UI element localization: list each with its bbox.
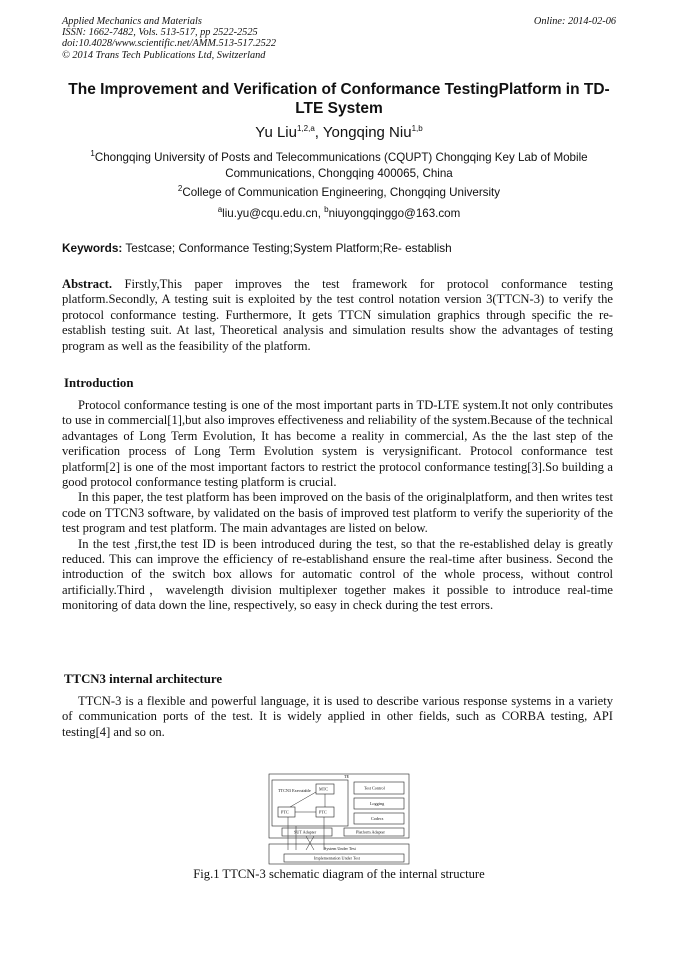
test-control-label: Test Control: [364, 785, 385, 791]
email-line: [62, 206, 616, 222]
abstract: [62, 277, 613, 354]
ptc-label: PTC: [319, 809, 327, 815]
introduction-body: [62, 398, 613, 614]
affiliation-text: Chongqing University of Posts and Telecommunications (CQUPT) Chongqing Key Lab of Mobile Communications, Chongqing 400065, China: [94, 151, 588, 180]
affiliation-mark: 1: [90, 149, 95, 159]
platform-adapter-label: Platform Adapter: [356, 829, 385, 835]
journal-header: [62, 16, 616, 61]
implementation-under-test-label: Implementation Under Test: [314, 855, 360, 861]
author-name: Yongqing Niu: [322, 124, 412, 141]
ptc-label: PTC: [281, 809, 289, 815]
paragraph: In this paper, the test platform has been improved on the basis of the originalplatform, and then writes test code on TTCN3 software, by validated on the basis of improved test platform to verify the superiority of the test program and test platform. The main advantages are listed on below.: [62, 490, 613, 536]
te-box: [269, 774, 409, 838]
affiliation-1: [62, 150, 616, 182]
section-heading-ttcn3: TTCN3 internal architecture: [64, 672, 223, 686]
section-heading-introduction: Introduction: [64, 376, 134, 390]
author-affiliation-mark: 1,b: [411, 124, 423, 133]
online-date: Online: 2014-02-06: [533, 16, 616, 27]
journal-name: Applied Mechanics and Materials: [62, 16, 202, 27]
issn-line: ISSN: 1662-7482, Vols. 513-517, pp 2522-2525: [62, 27, 258, 39]
sut-adapter-label: SUT Adapter: [294, 829, 317, 835]
author-name: Yu Liu: [255, 124, 297, 141]
affiliation-text: College of Communication Engineering, Chongqing University: [182, 186, 501, 199]
email-mark: b: [324, 205, 329, 215]
author-affiliation-mark: 1,2,a: [297, 124, 315, 133]
paragraph: Protocol conformance testing is one of the most important parts in TD-LTE system.It not only contributes to use in commercial[1],but also improves effectiveness and reliability of the system.Because of the technical advantages of Long Term Evolution, It has become a reality in commercial, As the the last step of the verification process of Long Term Evolution system is verysignificant. Protocol conformance test platform[2] is one of the most important factors to restrict the protocol conformance testing[3].So building a good protocol conformance testing platform is crucial.: [62, 398, 613, 490]
abstract-text: Firstly,This paper improves the test framework for protocol conformance testing platform.Secondly, A testing suit is exploited by the test control notation version 3(TTCN-3) to verify the protocol conformance testing. Furthermore, It gets TTCN simulation graphics through specific the re-establish testing suit. At last, Theoretical analysis and simulation results show the advantages of testing program as well as the feasibility of the platform.: [62, 277, 613, 353]
ttcn3-executable-label: TTCN3 Executable: [278, 788, 311, 793]
te-label: TE: [344, 774, 350, 779]
copyright-line: © 2014 Trans Tech Publications Ltd, Switzerland: [62, 49, 266, 61]
ttcn3-architecture-diagram: [268, 772, 410, 866]
codecs-label: Codecs: [371, 816, 384, 821]
ttcn3-body: [62, 694, 613, 740]
doi-line: doi:10.4028/www.scientific.net/AMM.513-517.2522: [62, 38, 277, 50]
logging-label: Logging: [370, 801, 385, 806]
paragraph: In the test ,first,the test ID is been introduced during the test, so that the re-established delay is greatly reduced. This can improve the efficiency of re-establishand ensure the real-time after business. Second the introduction of the switch box allows for automatic control of the whole process, without control artificially.Third，wavelength division multiplexer together makes it possible to introduce real-time monitoring of data down the line, respectively, so easy in check during the test errors.: [62, 536, 613, 613]
affiliation-2: [62, 185, 616, 201]
abstract-label: Abstract.: [62, 277, 113, 291]
paragraph: TTCN-3 is a flexible and powerful language, it is used to describe various response systems in a variety of communication ports of the test. It is widely applied in other fields, such as CORBA testing, API testing[4] and so on.: [62, 694, 613, 739]
email-mark: a: [217, 205, 223, 215]
ttcn3-executable-box: [272, 780, 348, 826]
paper-title: The Improvement and Verification of Conformance TestingPlatform in TD-LTE System: [68, 81, 610, 117]
mtc-label: MTC: [319, 786, 329, 792]
keywords-text: Testcase; Conformance Testing;System Platform;Re- establish: [122, 241, 452, 255]
email-address: niuyongqinggo@163.com: [328, 207, 461, 220]
system-under-test-label: System Under Test: [324, 846, 356, 851]
keywords-label: Keywords:: [62, 241, 123, 255]
keywords: [62, 241, 616, 256]
email-address: liu.yu@cqu.edu.cn,: [222, 207, 325, 220]
figure-caption: Fig.1 TTCN-3 schematic diagram of the internal structure: [193, 867, 485, 881]
author-line: [62, 124, 616, 142]
connector-line: [290, 792, 316, 807]
affiliation-mark: 2: [177, 184, 183, 194]
author-separator: ,: [314, 124, 323, 141]
